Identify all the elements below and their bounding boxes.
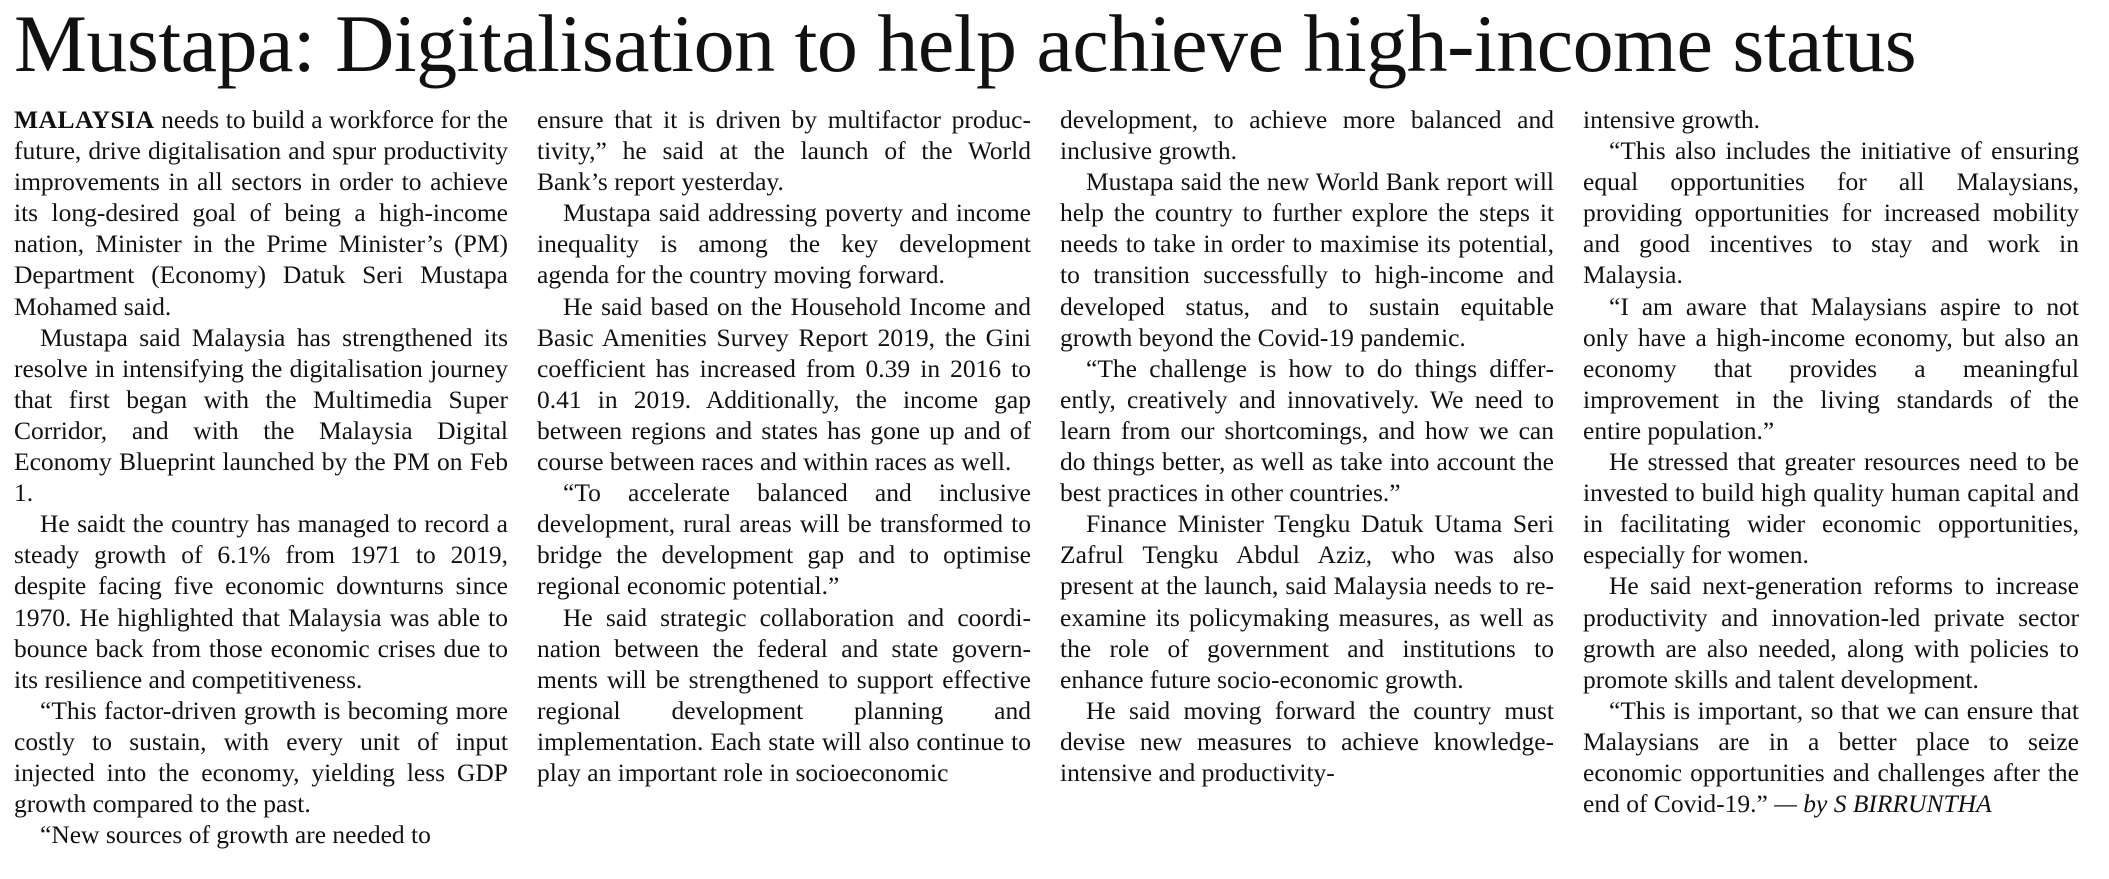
- paragraph-text: needs to build a workforce for the future, drive digitalisation and spur productivity improvements in all sectors in order to achieve its long-desired goal of being a high-income nation, Minister in the Prime Minister’s (PM) Department (Economy) Datuk Seri Mustapa Mohamed said.: [14, 105, 508, 321]
- article-paragraph: “This also includes the initiative of ensuring equal opportunities for all Malaysians, providing opportunities for increased mobility and good incentives to stay and work in Malaysia.: [1583, 136, 2079, 290]
- dateline-lead: MALAYSIA: [14, 105, 155, 134]
- article-paragraph: ensure that it is driven by multifactor productivity,” he said at the launch of the World Bank’s report yesterday.: [537, 105, 1031, 197]
- article-paragraph: He saidt the country has managed to record a steady growth of 6.1% from 1971 to 2019, despite facing five economic downturns since 1970. He highlighted that Malaysia was able to bounce back from those economic crises due to its resilience and competitiveness.: [14, 509, 508, 694]
- author-byline: — by S BIRRUNTHA: [1767, 789, 1992, 819]
- article-paragraph: Mustapa said addressing poverty and income inequality is among the key development agenda for the country moving forward.: [537, 198, 1031, 290]
- article-paragraph: He stressed that greater resources need to be invested to build high quality human capital and in facilitating wider economic opportunities, especially for women.: [1583, 447, 2079, 570]
- article-paragraph: [14, 104, 508, 322]
- article-paragraph: He said based on the Household Income and Basic Amenities Survey Report 2019, the Gini coefficient has increased from 0.39 in 2016 to 0.41 in 2019. Additionally, the income gap between regions and states has gone up and of course between races and within races as well.: [537, 291, 1031, 477]
- article-paragraph: development, to achieve more balanced and inclusive growth.: [1060, 105, 1554, 166]
- article-paragraph: “To accelerate balanced and inclusive development, rural areas will be transformed to bridge the development gap and to optimise regional economic potential.”: [537, 478, 1031, 601]
- article-column-3: [1060, 104, 1554, 874]
- article-paragraph: “New sources of growth are needed to: [40, 820, 431, 850]
- article-paragraph: [1583, 695, 2079, 819]
- article-column-4: [1583, 104, 2079, 874]
- article-column-1: [14, 104, 508, 874]
- article-paragraph: Mustapa said Malaysia has strengthened its resolve in intensifying the digitalisation journey that first began with the Multimedia Super Corridor, and with the Malaysia Digital Economy Blueprint launched by the PM on Feb 1.: [14, 322, 508, 508]
- article-paragraph: “I am aware that Malaysians aspire to not only have a high-income economy, but also an economy that provides a meaningful improvement in the living standards of the entire population.”: [1583, 291, 2079, 445]
- article-paragraph: Finance Minister Tengku Datuk Utama Seri Zafrul Tengku Abdul Aziz, who was also present at the launch, said Malaysia needs to re-examine its policymaking measures, as well as the role of government and institutions to enhance future socio-economic growth.: [1060, 509, 1554, 694]
- article-paragraph: Mustapa said the new World Bank report will help the country to further explore the steps it needs to take in order to maximise its potential, to transition successfully to high-income and developed status, and to sustain equitable growth beyond the Covid-19 pandemic.: [1060, 167, 1554, 352]
- article-headline: Mustapa: Digitalisation to help achieve high-income status: [14, 0, 1917, 89]
- article-paragraph: “This factor-driven growth is becoming more costly to sustain, with every unit of input injected into the economy, yielding less GDP growth compared to the past.: [14, 695, 508, 819]
- article-paragraph: intensive growth.: [1583, 105, 1761, 134]
- article-paragraph: “The challenge is how to do things differently, creatively and innovatively. We need to learn from our shortcomings, and how we can do things better, as well as take into account the best practices in other countries.”: [1060, 353, 1554, 508]
- article-column-2: [537, 104, 1031, 874]
- paragraph-text: “This is important, so that we can ensure that Malaysians are in a better place to seize economic opportunities and challenges after the end of Covid-19.”: [1583, 695, 2079, 819]
- article-paragraph: He said moving forward the country must devise new measures to achieve knowledge-intensive and productivity-: [1060, 695, 1554, 787]
- article-paragraph: He said next-generation reforms to increase productivity and innovation-led private sector growth are also needed, along with policies to promote skills and talent development.: [1583, 571, 2079, 694]
- article-paragraph: He said strategic collaboration and coordination between the federal and state governments will be strengthened to support effective regional development planning and implementation. Each state will also continue to play an important role in socioeconomic: [537, 602, 1031, 787]
